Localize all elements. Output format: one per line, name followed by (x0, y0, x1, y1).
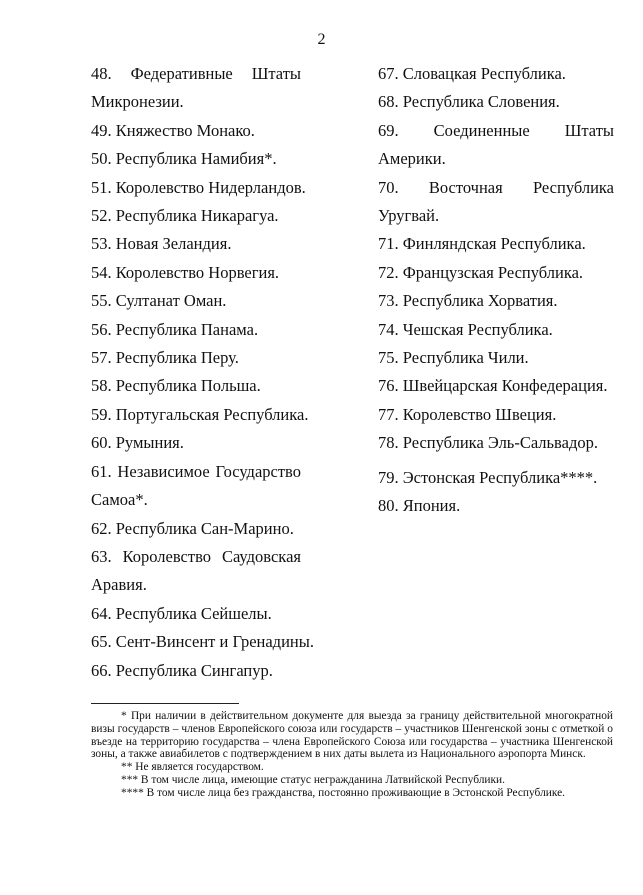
country-list-item: 54. Королевство Норвегия. (91, 262, 280, 282)
country-list-left-column (91, 60, 314, 685)
country-list-item: 61. Независимое Государство (91, 461, 301, 481)
country-list-item-continuation: Самоа*. (91, 490, 148, 510)
country-list-item: 67. Словацкая Республика. (378, 64, 566, 83)
country-list-item-continuation: Микронезии. (91, 92, 184, 112)
footnote-latvian-non-citizens: *** В том числе лица, имеющие статус негражданина Латвийской Республики. (121, 773, 505, 786)
country-list-item: 55. Султанат Оман. (91, 291, 227, 311)
country-list-item: 48. Федеративные Штаты (91, 64, 301, 83)
country-list-item: 78. Республика Эль-Сальвадор. (378, 433, 598, 453)
page-number: 2 (317, 31, 326, 48)
country-list-item: 68. Республика Словения. (378, 92, 560, 112)
country-list-item: 69. Соединенные Штаты (378, 120, 614, 140)
country-list-item: 75. Республика Чили. (378, 348, 529, 368)
country-list-item: 60. Румыния. (91, 433, 184, 453)
country-list-item: 50. Республика Намибия*. (91, 149, 277, 169)
country-list-item: 64. Республика Сейшелы. (91, 603, 272, 623)
country-list-item: 63. Королевство Саудовская (91, 546, 301, 566)
country-list-item: 51. Королевство Нидерландов. (91, 177, 306, 197)
country-list-right-column (378, 60, 614, 521)
country-list-item: 72. Французская Республика. (378, 262, 584, 282)
country-list-item: 65. Сент-Винсент и Гренадины. (91, 632, 314, 652)
country-list-item: 71. Финляндская Республика. (378, 234, 586, 254)
footnote-not-a-state: ** Не является государством. (121, 761, 264, 774)
country-list-item: 73. Республика Хорватия. (378, 291, 558, 311)
country-list-item: 76. Швейцарская Конфедерация. (378, 376, 608, 396)
country-list-item: 53. Новая Зеландия. (91, 234, 232, 254)
footnotes (91, 710, 613, 800)
country-list-item-continuation: Аравия. (91, 575, 147, 595)
country-list-item: 74. Чешская Республика. (378, 319, 553, 339)
country-list-item: 62. Республика Сан-Марино. (91, 518, 294, 538)
country-list-item: 56. Республика Панама. (91, 319, 259, 339)
country-list-item: 49. Княжество Монако. (91, 120, 255, 140)
country-list-item: 77. Королевство Швеция. (378, 404, 557, 424)
country-list-item-continuation: Америки. (378, 149, 446, 169)
footnote-visa-condition: * При наличии в действительном документе для выезда за границу действительной многократной визы государств – членов Европейского союза или государств – участников Шенгенской зоны с отметкой о въезде на территорию государства – члена Европейского Союза или государства – участника Шенгенской зоны, а также авиабилетов с подтверждением в них даты вылета из Национального аэропорта Минск. (91, 710, 613, 761)
country-list-item: 58. Республика Польша. (91, 376, 261, 396)
country-list-item: 59. Португальская Республика. (91, 404, 309, 424)
country-list-item-continuation: Уругвай. (378, 206, 440, 226)
country-list-item: 57. Республика Перу. (91, 348, 239, 368)
country-list-item: 52. Республика Никарагуа. (91, 206, 279, 226)
footnote-estonian-stateless: **** В том числе лица без гражданства, постоянно проживающие в Эстонской Республике. (121, 786, 565, 799)
country-list-item: 70. Восточная Республика (378, 177, 614, 197)
country-list-item: 80. Япония. (378, 496, 461, 516)
footnote-separator (91, 703, 239, 704)
country-list-item: 79. Эстонская Республика****. (378, 467, 598, 487)
country-list-item: 66. Республика Сингапур. (91, 660, 273, 680)
